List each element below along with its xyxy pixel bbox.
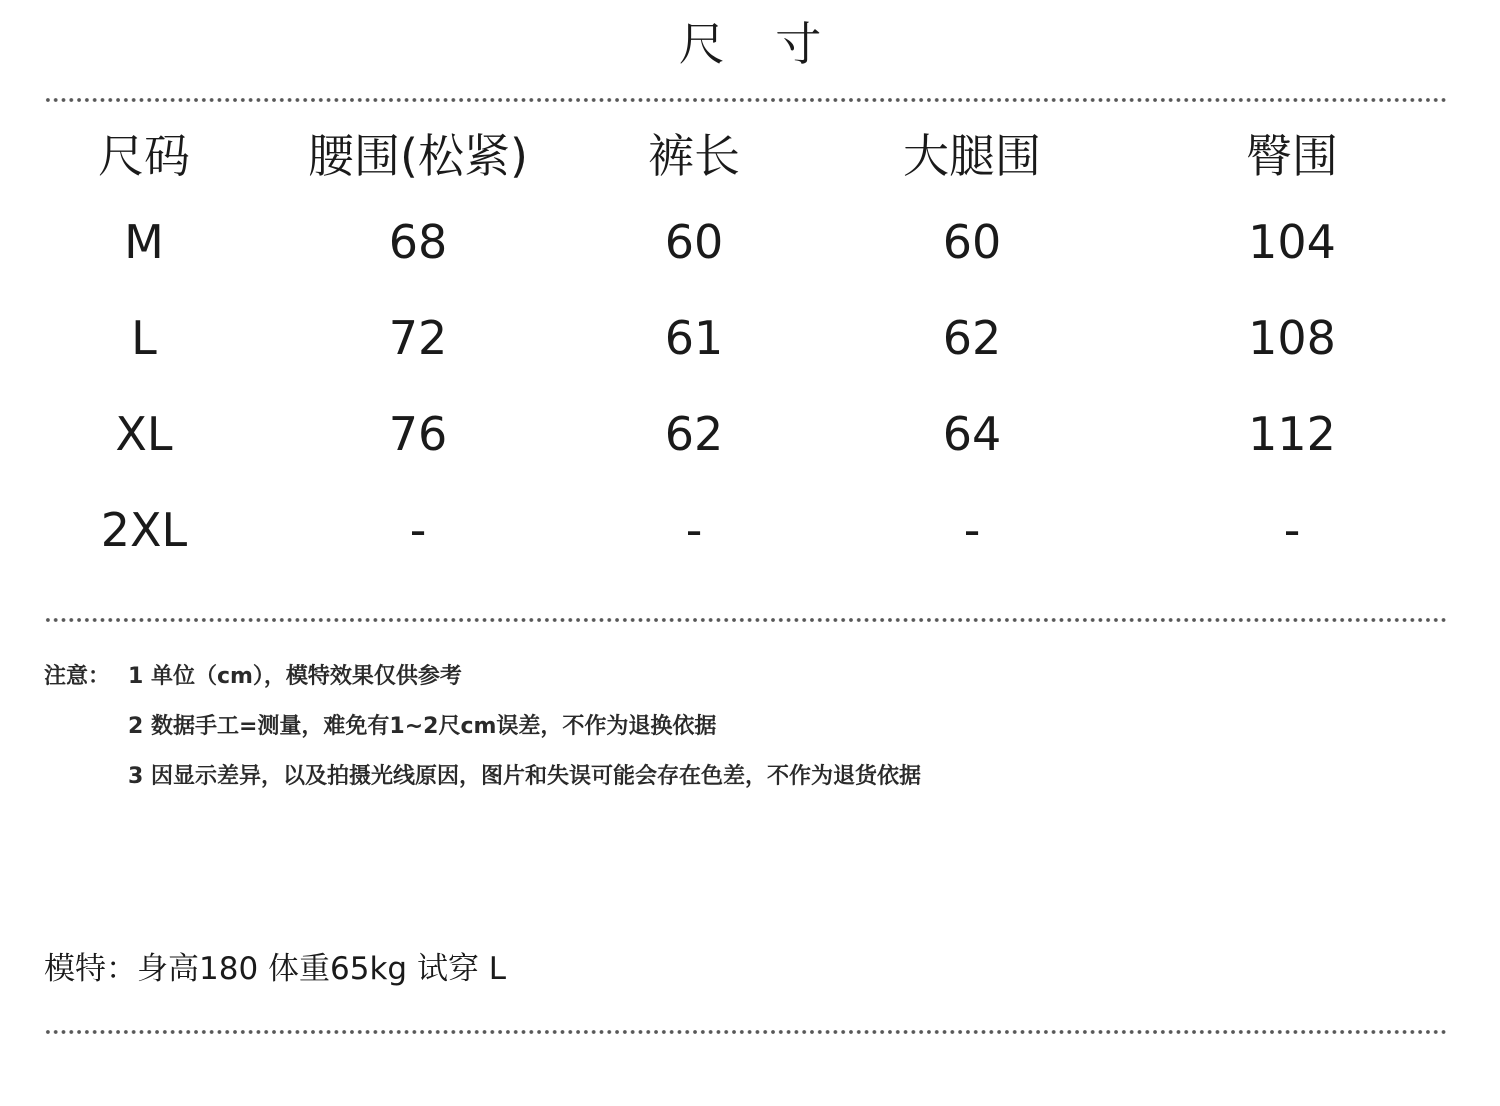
header-length: 裤长 [648, 129, 740, 183]
dotted-divider-middle [44, 617, 1448, 623]
cell-hip: - [1283, 503, 1301, 557]
table-row [30, 482, 1450, 578]
header-hip: 臀围 [1246, 129, 1338, 183]
cell-waist: 76 [388, 407, 448, 461]
note-text: 1 单位（cm），模特效果仅供参考 [128, 664, 462, 689]
cell-hip: 104 [1248, 215, 1336, 269]
header-size: 尺码 [98, 129, 190, 183]
cell-length: - [685, 503, 703, 557]
cell-hip: 108 [1248, 311, 1336, 365]
note-line [44, 702, 921, 752]
cell-thigh: - [963, 503, 981, 557]
model-info: 模特：身高180 体重65kg 试穿 L [44, 951, 507, 987]
cell-waist: 68 [388, 215, 448, 269]
page-title: 尺 寸 [678, 17, 840, 71]
notes-block [44, 652, 921, 802]
cell-thigh: 62 [942, 311, 1002, 365]
table-row [30, 290, 1450, 386]
cell-size: 2XL [100, 503, 188, 557]
note-line [44, 752, 921, 802]
cell-size: M [124, 215, 164, 269]
cell-hip: 112 [1248, 407, 1336, 461]
cell-size: L [131, 311, 157, 365]
cell-length: 62 [664, 407, 724, 461]
dotted-divider-top [44, 97, 1448, 103]
note-text: 3 因显示差异，以及拍摄光线原因，图片和失误可能会存在色差，不作为退货依据 [128, 764, 921, 789]
notes-label: 注意： [44, 664, 111, 689]
table-header-row [30, 118, 1450, 194]
cell-size: XL [115, 407, 173, 461]
size-table [30, 118, 1450, 578]
note-line [44, 652, 921, 702]
dotted-divider-bottom [44, 1029, 1448, 1035]
cell-waist: - [409, 503, 427, 557]
table-row [30, 386, 1450, 482]
cell-waist: 72 [388, 311, 448, 365]
note-text: 2 数据手工=测量，难免有1~2尺cm误差，不作为退换依据 [128, 714, 717, 739]
header-thigh: 大腿围 [903, 129, 1041, 183]
cell-length: 60 [664, 215, 724, 269]
cell-thigh: 60 [942, 215, 1002, 269]
table-row [30, 194, 1450, 290]
cell-length: 61 [664, 311, 724, 365]
cell-thigh: 64 [942, 407, 1002, 461]
header-waist: 腰围(松紧) [308, 129, 528, 183]
